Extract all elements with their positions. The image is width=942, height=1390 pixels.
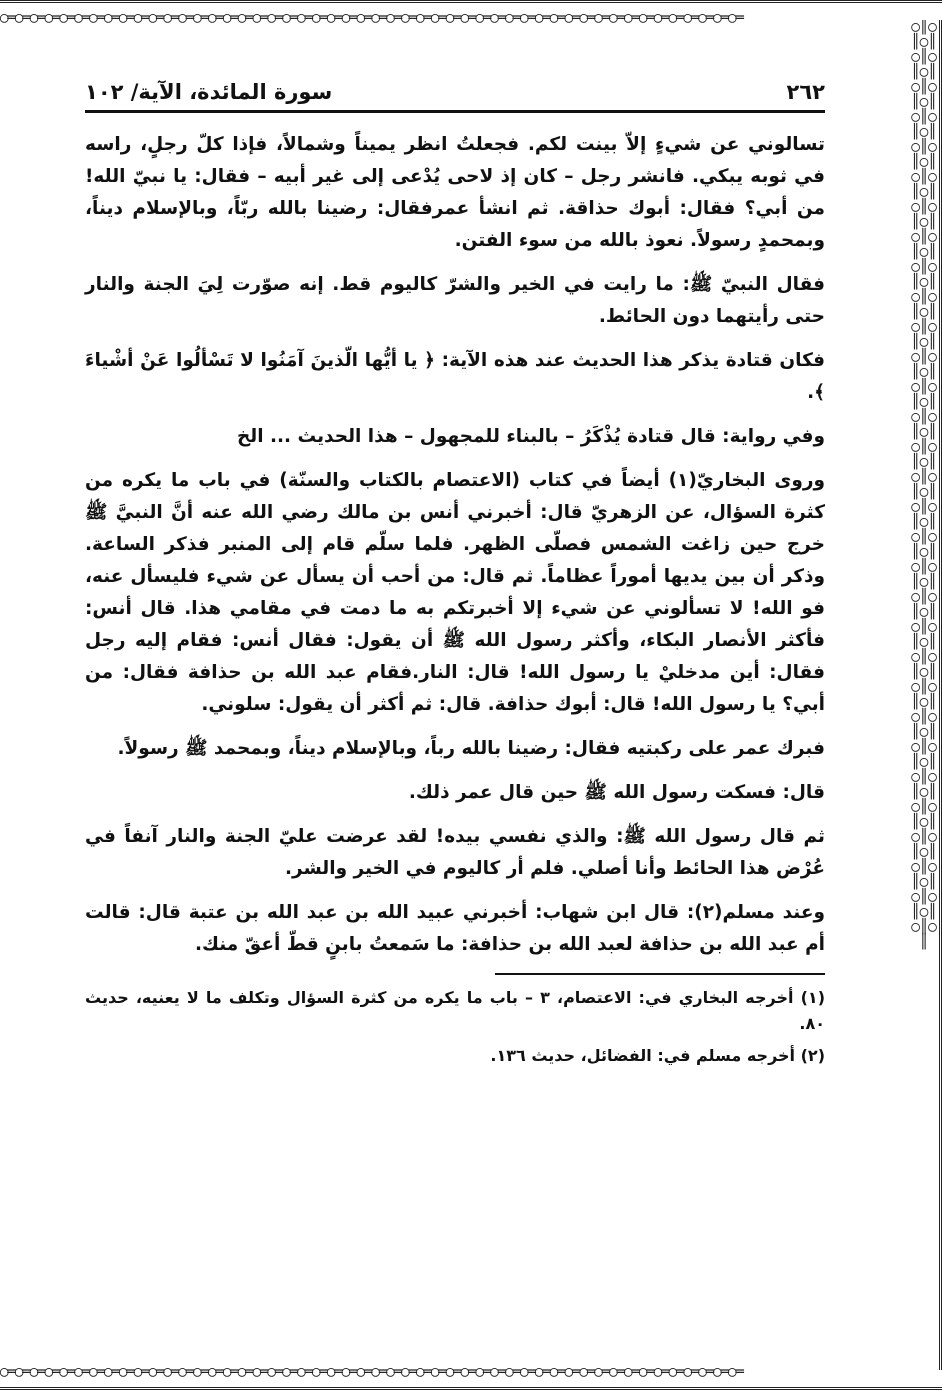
footnotes	[85, 985, 825, 1069]
paragraph: فكان قتادة يذكر هذا الحديث عند هذه الآية: ﴿ يا أيُّها الّذينَ آمَنُوا لا تَسْألُوا عَنْ أشْياءَ ﴾.	[85, 350, 825, 403]
footnote: (٢) أخرجه مسلم في: الفضائل، حديث ١٣٦.	[490, 1046, 825, 1065]
footnote-divider	[495, 973, 825, 975]
book-page	[85, 80, 825, 1310]
page-number: ٢٦٢	[786, 80, 825, 104]
decorative-border-bottom: ◯═◯═◯═◯═◯═◯═◯═◯═◯═◯═◯═◯═◯═◯═◯═◯═◯═◯═◯═◯═◯═◯═◯═◯═◯═◯═◯═◯═◯═◯═◯═◯═◯═◯═◯═◯═◯═◯═◯═◯═◯═◯═◯═◯═◯═◯═◯═◯═◯═◯═	[0, 1357, 942, 1390]
footnote: (١) أخرجه البخاري في: الاعتصام، ٣ – باب ما يكره من كثرة السؤال وتكلف ما لا يعنيه، حديث ٨٠.	[85, 988, 825, 1033]
surah-title: سورة المائدة، الآية/ ١٠٢	[85, 80, 333, 104]
page-header	[85, 80, 825, 113]
paragraph: فبرك عمر على ركبتيه فقال: رضينا بالله رباً، وبالإسلام ديناً، وبمحمد ﷺ رسولاً.	[117, 738, 825, 759]
paragraph: تسالوني عن شيءٍ إلاّ بينت لكم. فجعلتُ انظر يميناً وشمالاً، فإذا كلّ رجلٍ، راسه في ثوبه يبكي. فانشر رجل – كان إذ لاحى يُدْعى إلى غير أبيه – فقال: يا نبيّ الله! من أبي؟ فقال: أبوك حذاقة. ثم انشأ عمرفقال: رضينا بالله ربّاً، وبالإسلام ديناً، وبمحمدٍ رسولاً. نعوذ بالله من سوء الفتن.	[85, 134, 825, 251]
paragraph: وعند مسلم(٢): قال ابن شهاب: أخبرني عبيد الله بن عبد الله بن عتبة قال: قالت أم عبد الله بن حذافة لعبد الله بن حذافة: ما سَمعتُ بابنٍ قطّ أعقّ منك.	[85, 902, 826, 955]
decorative-border-right: ◯║◯║◯║◯║◯║◯║◯║◯║◯║◯║◯║◯║◯║◯║◯║◯║◯║◯║◯║◯║◯║◯║◯║◯║◯║◯║◯║◯║◯║◯║◯║◯║◯║◯║◯║◯║◯║◯║◯║◯║◯║◯║◯║◯║◯║◯║◯║◯║◯║◯║◯║◯║◯║◯║◯║◯║◯║◯║◯║◯║◯║◯║◯║◯║◯║◯║◯║◯║◯║◯║◯║◯║◯║◯║◯║◯║◯║◯║◯║◯║◯║◯║◯║◯║◯║◯║◯║◯║◯║◯║◯║◯║	[909, 20, 942, 1370]
paragraph: وفي رواية: قال قتادة يُذْكَرُ – بالبناء للمجهول – هذا الحديث ... الخ	[236, 426, 825, 447]
paragraph: فقال النبيّ ﷺ: ما رايت في الخير والشرّ كاليوم قط. إنه صوّرت لِيَ الجنة والنار حتى رأيتهما دون الحائط.	[85, 274, 825, 327]
paragraph: ثم قال رسول الله ﷺ: والذي نفسي بيده! لقد عرضت عليّ الجنة والنار آنفاً في عُرْض هذا الحائط وأنا أصلي. فلم أر كاليوم في الخير والشر.	[85, 826, 825, 879]
paragraph: قال: فسكت رسول الله ﷺ حين قال عمر ذلك.	[408, 782, 825, 803]
decorative-border-top: ◯═◯═◯═◯═◯═◯═◯═◯═◯═◯═◯═◯═◯═◯═◯═◯═◯═◯═◯═◯═◯═◯═◯═◯═◯═◯═◯═◯═◯═◯═◯═◯═◯═◯═◯═◯═◯═◯═◯═◯═◯═◯═◯═◯═◯═◯═◯═◯═◯═◯═	[0, 0, 942, 33]
paragraph: وروى البخاريّ(١) أيضاً في كتاب (الاعتصام بالكتاب والسنّة) في باب ما يكره من كثرة السؤال، عن الزهريّ قال: أخبرني أنس بن مالك رضي الله عنه أنَّ النبيَّ ﷺ خرج حين زاغت الشمس فصلّى الظهر. فلما سلّم قام إلى المنبر فذكر الساعة. وذكر أن بين يديها أموراً عظاماً. ثم قال: من أحب أن يسأل عن شيء فليسأل عنه، فو الله! لا تسألوني عن شيء إلا أخبرتكم به ما دمت في مقامي هذا. قال أنس: فأكثر الأنصار البكاء، وأكثر رسول الله ﷺ أن يقول: فقال أنس: فقام إليه رجل فقال: أين مدخليْ يا رسول الله! قال: النار.فقام عبد الله بن حذافة فقال: من أبي؟ يا رسول الله! قال: أبوك حذافة. قال: ثم أكثر أن يقول: سلوني.	[85, 470, 825, 715]
page-body	[85, 129, 825, 961]
